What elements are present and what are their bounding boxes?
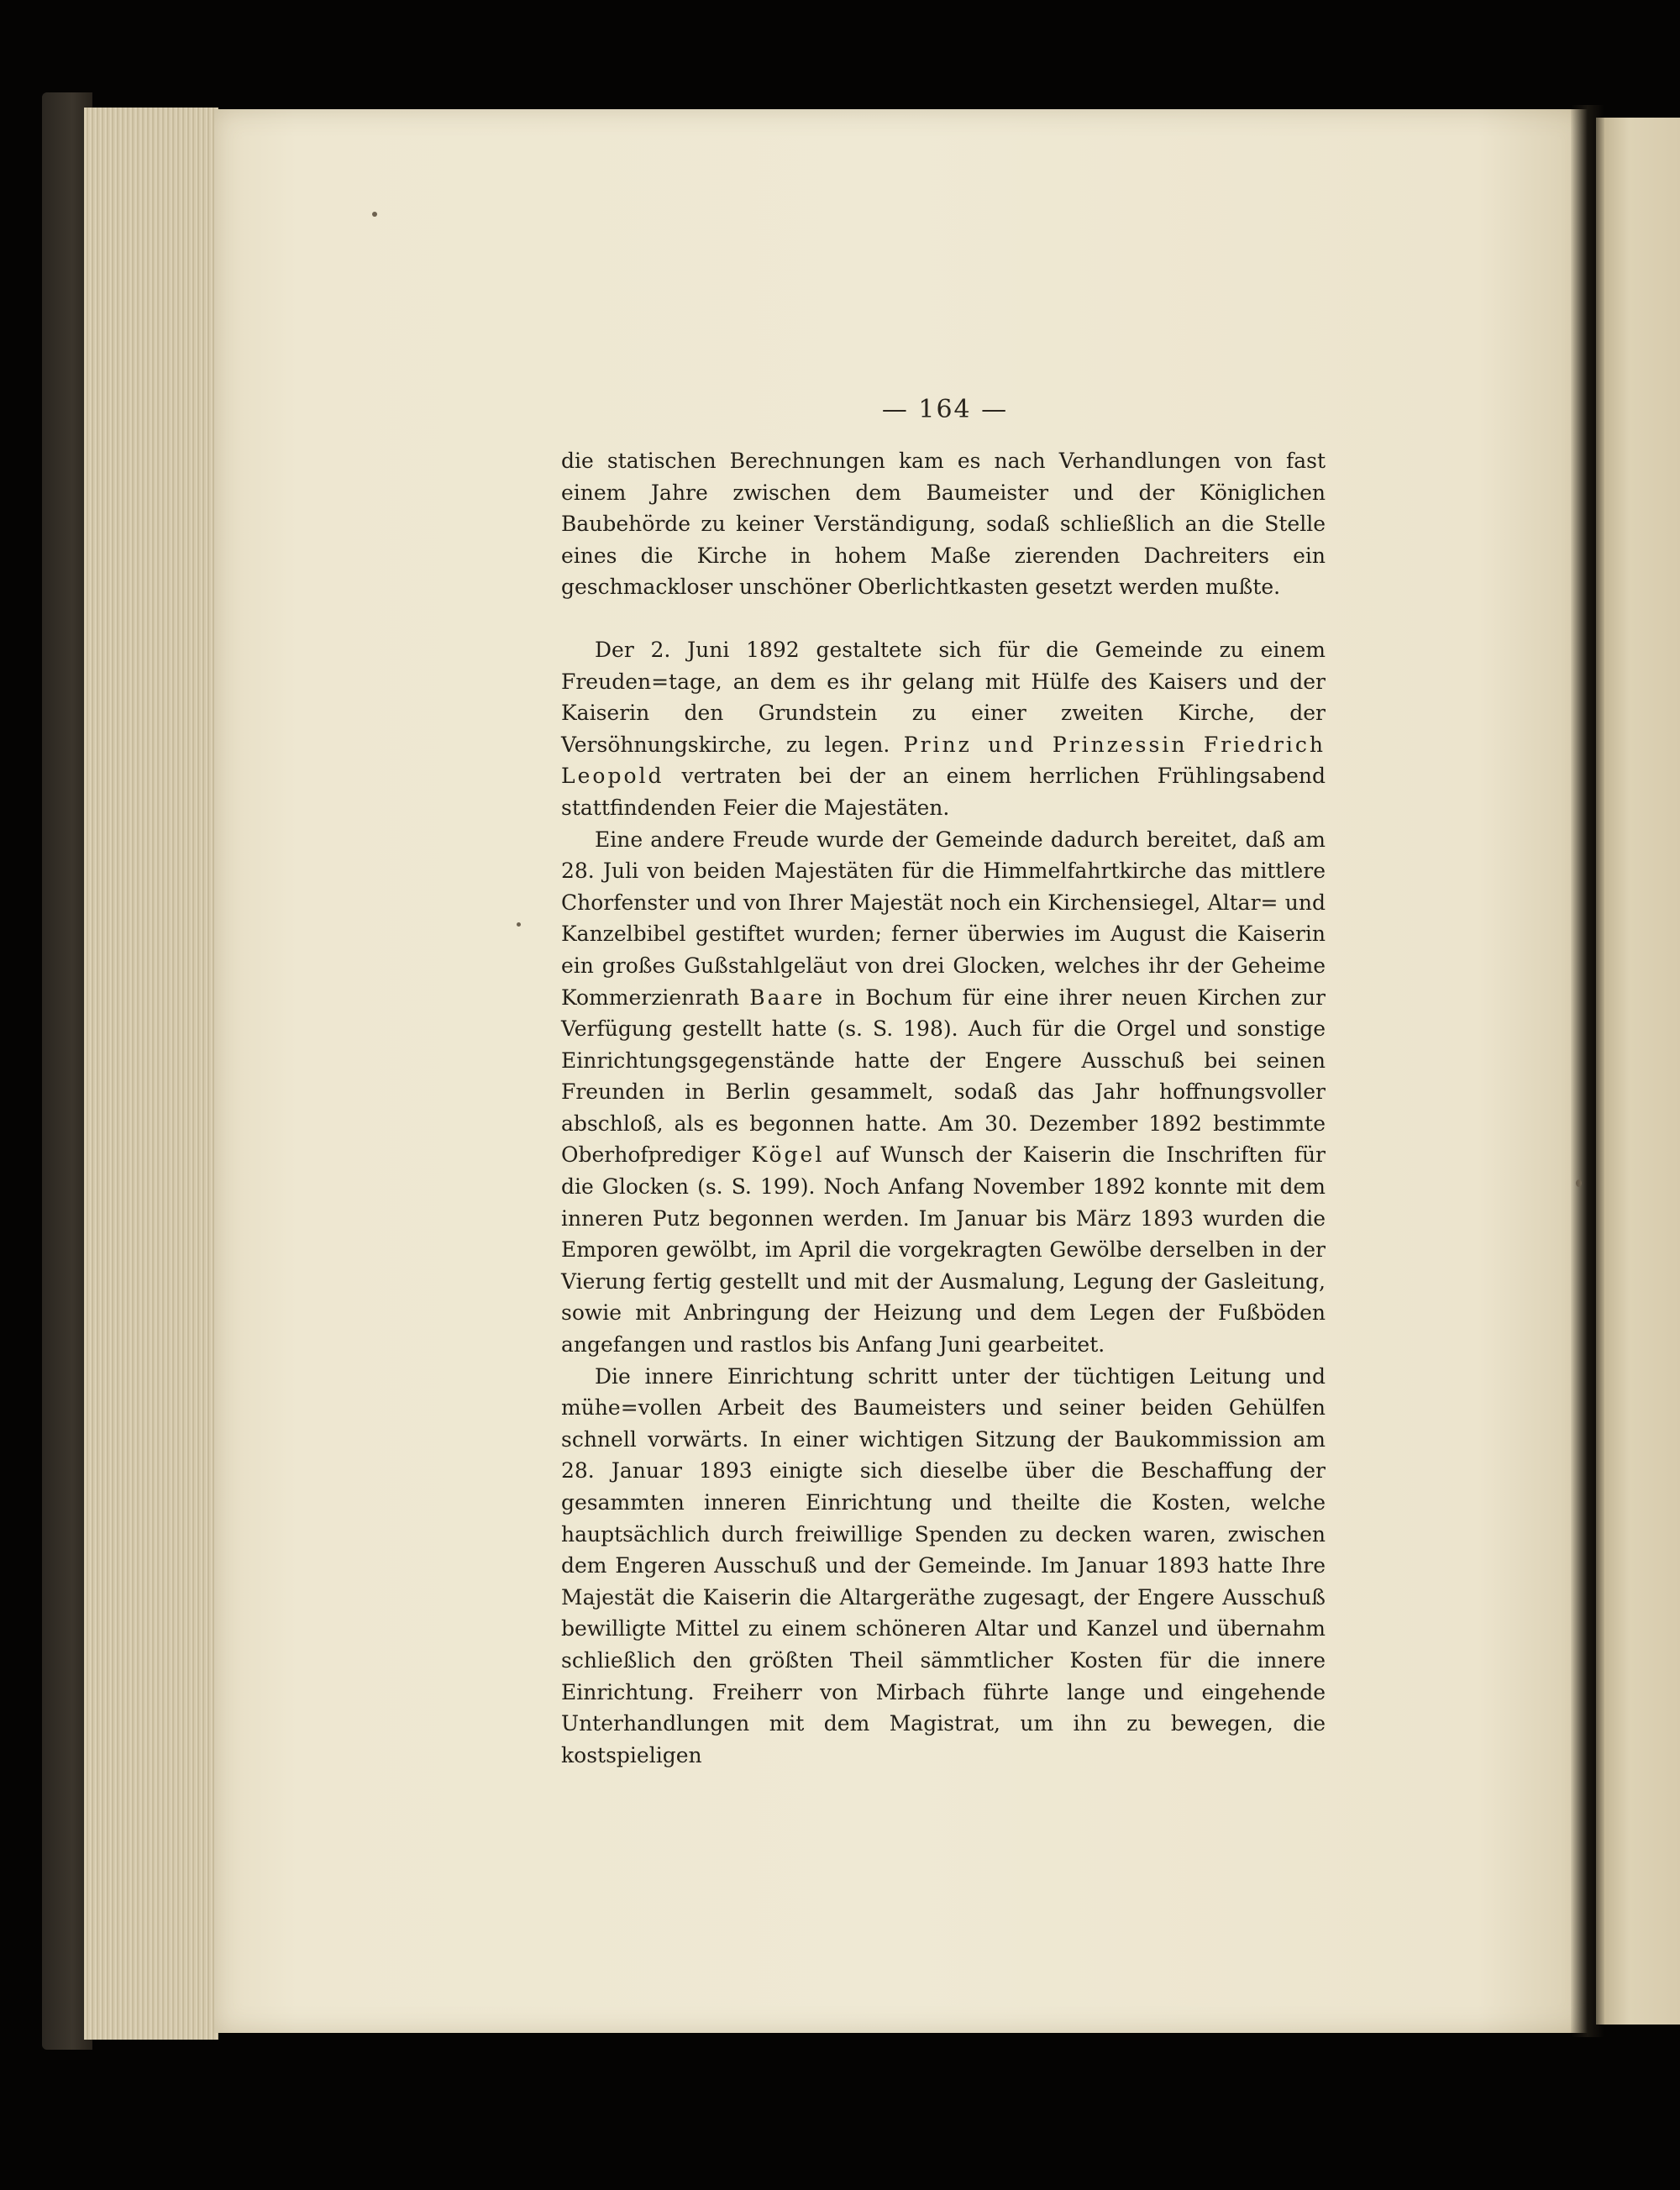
paragraph-2-part: Der 2. Juni 1892 gestaltete sich für die Gemeinde zu einem Freuden=tage, an dem es ihr gelang mit Hülfe des Kaisers und der Kaiserin den Grundstein zu einer zweiten Kirche, der Versöhnungskirche, zu legen. [561,637,1326,757]
paragraph-4: Die innere Einrichtung schritt unter der tüchtigen Leitung und mühe=vollen Arbeit des Baumeisters und seiner beiden Gehülfen schnell vorwärts. In einer wichtigen Sitzung der Baukommission am 28. Januar 1893 einigte sich dieselbe über die Beschaffung der gesammten inneren Einrichtung und theilte die Kosten, welche hauptsächlich durch freiwillige Spenden zu decken waren, zwischen dem Engeren Ausschuß und der Gemeinde. Im Januar 1893 hatte Ihre Majestät die Kaiserin die Altargeräthe zugesagt, der Engere Ausschuß bewilligte Mittel zu einem schöneren Altar und Kanzel und übernahm schließlich den größten Theil sämmtlicher Kosten für die innere Einrichtung. Freiherr von Mirbach führte lange und eingehende Unterhandlungen mit dem Magistrat, um ihn zu bewegen, die kostspieligen [561,1363,1326,1767]
paper-speck [372,212,377,217]
body-text [561,445,1326,1771]
paragraph-2-part: vertraten bei der an einem herrlichen Frühlingsabend stattfindenden Feier die Majestäten. [561,764,1326,820]
spaced-name: Kögel [751,1142,825,1168]
paragraph-3-part: in Bochum für eine ihrer neuen Kirchen zur Verfügung gestellt hatte (s. S. 198). Auch für die Orgel und sonstige Einrichtungsgegenstände hatte der Engere Ausschuß bei seinen Freunden in Berlin gesammelt, sodaß das Jahr hoffnungsvoller abschloß, als es begonnen hatte. Am 30. Dezember 1892 bestimmte Oberhofprediger [561,985,1326,1168]
paper-speck [517,922,521,927]
paragraph-3 [561,824,1326,1361]
paper-speck [1576,1179,1582,1187]
spaced-name: Baare [749,985,826,1010]
spaced-name: Prinz und Prinzessin Friedrich Leopold [561,732,1326,789]
paragraph-1: die statischen Berechnungen kam es nach Verhandlungen von fast einem Jahre zwischen dem Baumeister und der Königlichen Baubehörde zu keiner Verständigung, sodaß schließlich an die Stelle eines die Kirche in hohem Maße zierenden Dachreiters ein geschmackloser unschöner Oberlichtkasten gesetzt werden mußte. [561,449,1326,600]
paragraph-3-part: Eine andere Freude wurde der Gemeinde dadurch bereitet, daß am 28. Juli von beiden Majestäten für die Himmelfahrtkirche das mittlere Chorfenster und von Ihrer Majestät noch ein Kirchensiegel, Altar= und Kanzelbibel gestiftet wurden; ferner überwies im August die Kaiserin ein großes Gußstahlgeläut von drei Glocken, welches ihr der Geheime Kommerzienrath [561,827,1326,1010]
paragraph-3-part: auf Wunsch der Kaiserin die Inschriften für die Glocken (s. S. 199). Noch Anfang November 1892 konnte mit dem inneren Putz begonnen werden. Im Januar bis März 1893 wurden die Emporen gewölbt, im April die vorgekragten Gewölbe derselben in der Vierung fertig gestellt und mit der Ausmalung, Legung der Gasleitung, sowie mit Anbringung der Heizung und dem Legen der Fußböden angefangen und rastlos bis Anfang Juni gearbeitet. [561,1142,1326,1358]
page-number: — 164 — [881,395,1009,424]
paragraph-2 [561,634,1326,824]
